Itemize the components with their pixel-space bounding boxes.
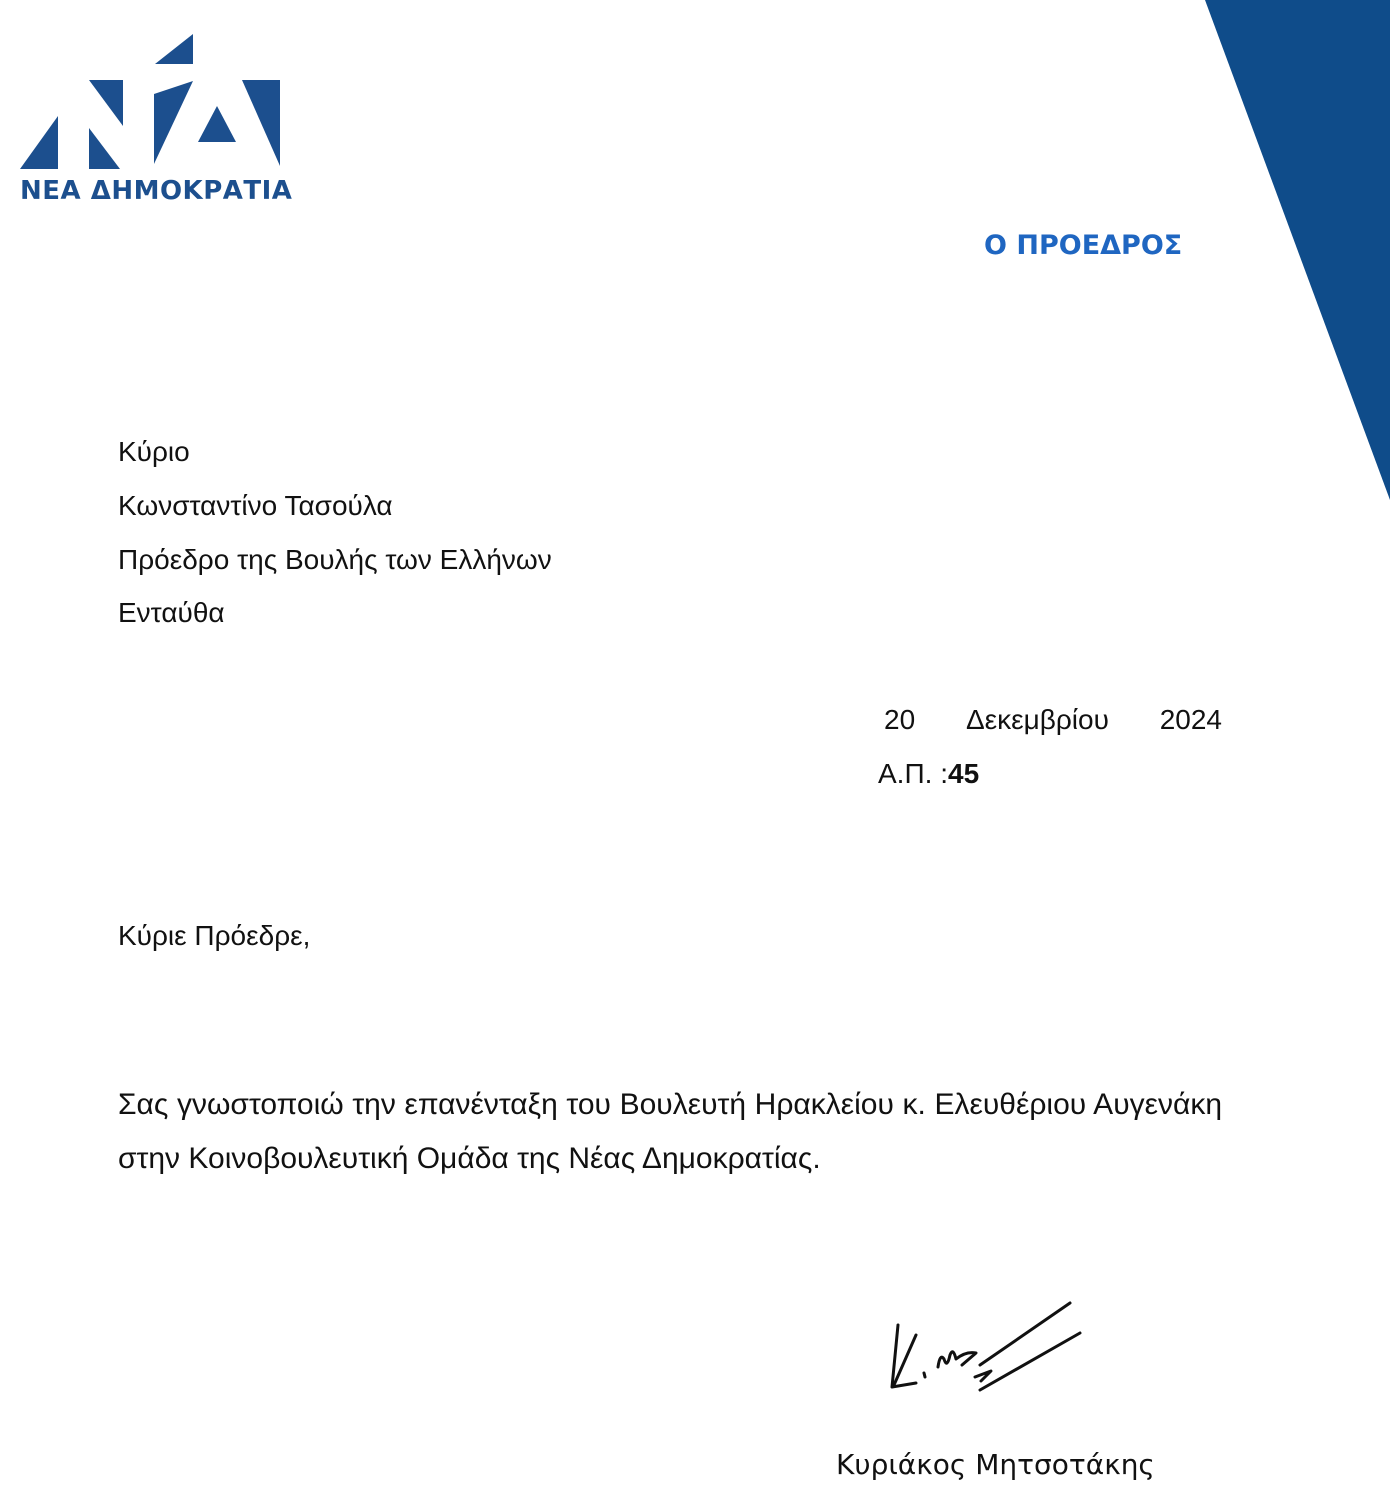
date-day: 20 bbox=[884, 704, 916, 735]
protocol-value: 45 bbox=[948, 758, 980, 789]
logo-text: ΝΕΑ ΔΗΜΟΚΡΑΤΙΑ bbox=[20, 176, 293, 206]
signer-name: Κυριάκος Μητσοτάκης bbox=[836, 1448, 1155, 1481]
corner-blue-triangle bbox=[1205, 0, 1390, 500]
recipient-line: Πρόεδρο της Βουλής των Ελλήνων bbox=[118, 544, 552, 575]
protocol-label: Α.Π. : bbox=[878, 758, 949, 789]
date-year: 2024 bbox=[1159, 704, 1222, 735]
date-month: Δεκεμβρίου bbox=[965, 704, 1109, 735]
recipient-line: Ενταύθα bbox=[118, 597, 225, 628]
recipient-line: Κωνσταντίνο Τασούλα bbox=[118, 490, 393, 521]
protocol-number bbox=[878, 758, 979, 790]
recipient-line: Κύριο bbox=[118, 436, 190, 467]
letter-date bbox=[884, 704, 1222, 736]
letterhead-title: Ο ΠΡΟΕΔΡΟΣ bbox=[984, 230, 1183, 261]
handwritten-signature bbox=[880, 1295, 1090, 1395]
letter-body: Σας γνωστοποιώ την επανένταξη του Βουλευτή Ηρακλείου κ. Ελευθέριου Αυγενάκη στην Κοινοβουλευτική Ομάδα της Νέας Δημοκρατίας. bbox=[118, 1088, 1222, 1175]
greeting: Κύριε Πρόεδρε, bbox=[118, 920, 311, 951]
